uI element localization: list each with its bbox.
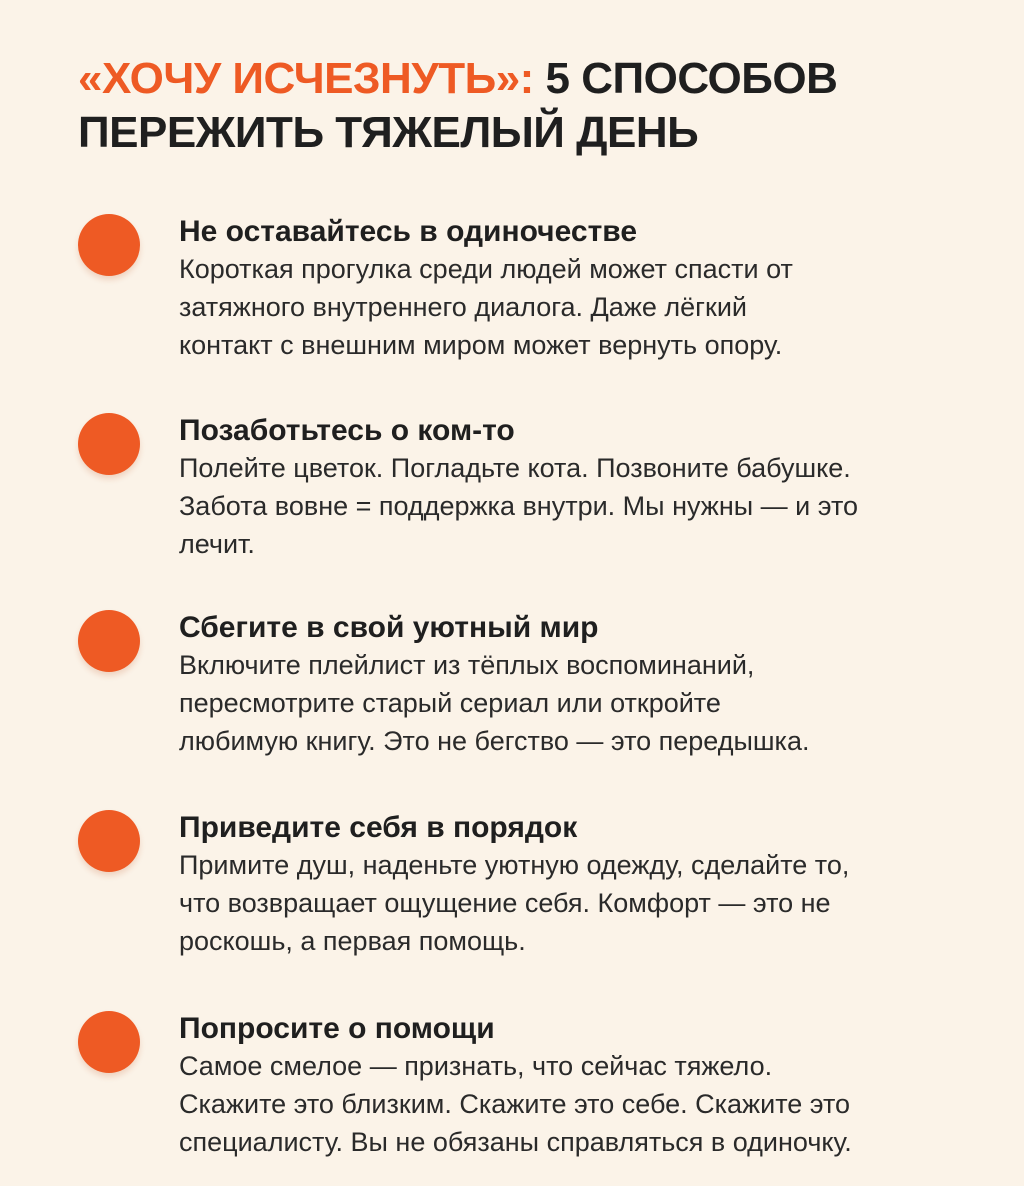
item-title: Попросите о помощи xyxy=(179,1012,495,1045)
item-line: Включите плейлист из тёплых воспоминаний, xyxy=(179,650,755,680)
item-line: любимую книгу. Это не бегство — это передышка. xyxy=(179,726,810,756)
item-line: Примите душ, наденьте уютную одежду, сделайте то, xyxy=(179,850,850,880)
bullet-dot-icon xyxy=(78,810,140,872)
bullet-dot-icon xyxy=(78,1011,140,1073)
item-description xyxy=(179,1047,999,1161)
page-title xyxy=(78,52,978,160)
item-title: Приведите себя в порядок xyxy=(179,811,578,844)
item-line: пересмотрите старый сериал или откройте xyxy=(179,688,721,718)
item-line: лечит. xyxy=(179,529,255,559)
item-description xyxy=(179,250,999,364)
item-description xyxy=(179,846,999,960)
item-line: затяжного внутреннего диалога. Даже лёгкий xyxy=(179,292,747,322)
item-line: специалисту. Вы не обязаны справляться в одиночку. xyxy=(179,1127,852,1157)
item-line: Короткая прогулка среди людей может спасти от xyxy=(179,254,793,284)
item-line: Забота вовне = поддержка внутри. Мы нужны — и это xyxy=(179,491,859,521)
title-accent: «ХОЧУ ИСЧЕЗНУТЬ»: xyxy=(78,54,534,103)
title-line-2: ПЕРЕЖИТЬ ТЯЖЕЛЫЙ ДЕНЬ xyxy=(78,108,699,157)
bullet-dot-icon xyxy=(78,413,140,475)
item-line: что возвращает ощущение себя. Комфорт — это не xyxy=(179,888,831,918)
item-title: Позаботьтесь о ком-то xyxy=(179,414,515,447)
item-line: Полейте цветок. Погладьте кота. Позвоните бабушке. xyxy=(179,453,851,483)
item-title: Сбегите в свой уютный мир xyxy=(179,611,599,644)
item-line: Самое смелое — признать, что сейчас тяжело. xyxy=(179,1051,773,1081)
bullet-dot-icon xyxy=(78,610,140,672)
item-title: Не оставайтесь в одиночестве xyxy=(179,215,637,248)
item-line: роскошь, а первая помощь. xyxy=(179,926,526,956)
title-rest: 5 СПОСОБОВ xyxy=(533,54,838,103)
item-description xyxy=(179,449,999,563)
item-line: контакт с внешним миром может вернуть опору. xyxy=(179,330,783,360)
bullet-dot-icon xyxy=(78,214,140,276)
item-line: Скажите это близким. Скажите это себе. Скажите это xyxy=(179,1089,851,1119)
item-description xyxy=(179,646,999,760)
